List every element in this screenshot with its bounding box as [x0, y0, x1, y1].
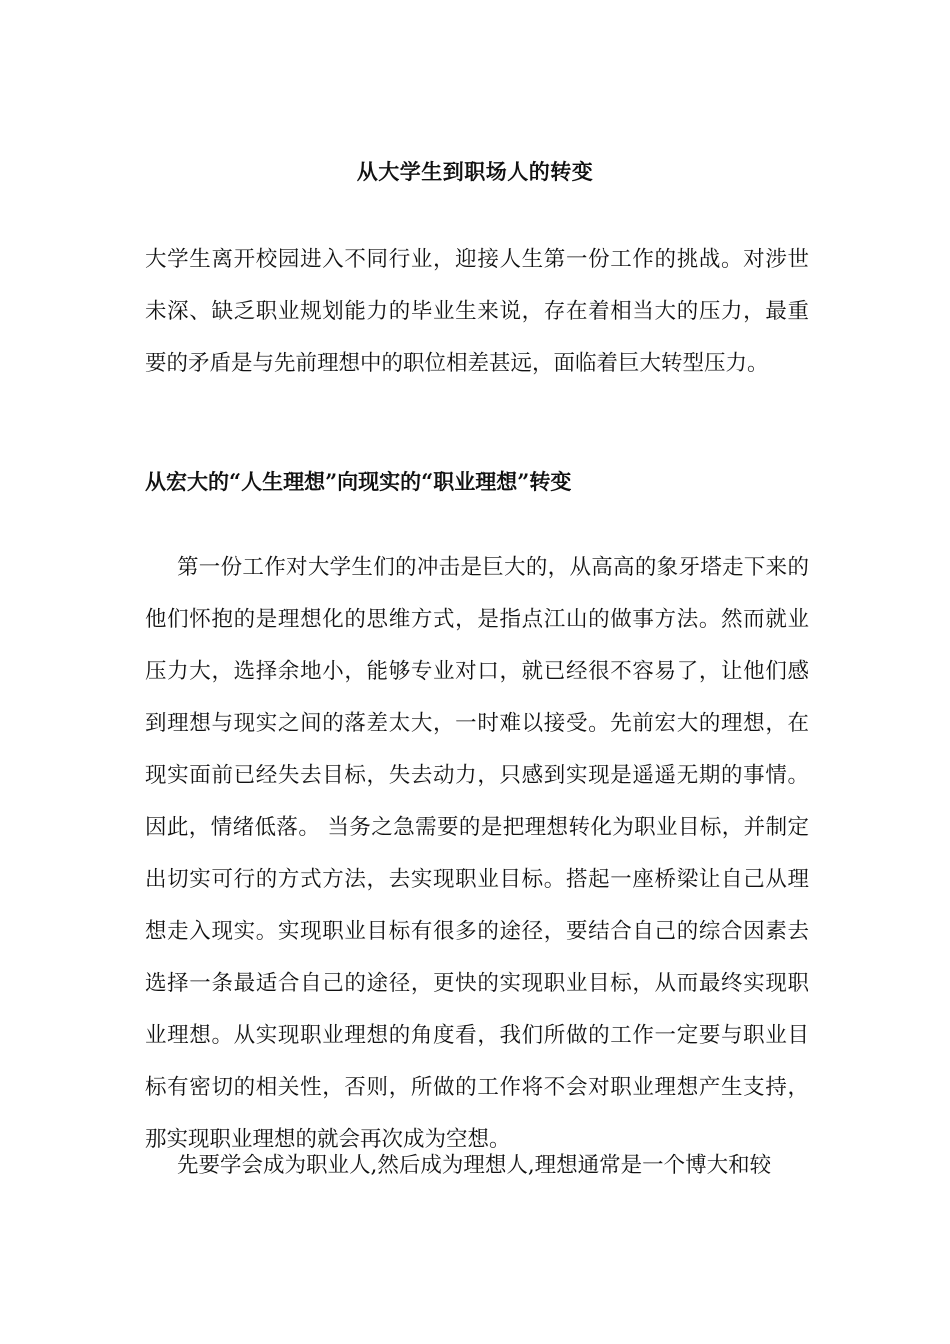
page-title: 从大学生到职场人的转变 — [356, 159, 594, 184]
section-heading: 从宏大的“人生理想”向现实的“职业理想”转变 — [145, 469, 572, 494]
body-paragraph-continued: 先要学会成为职业人,然后成为理想人,理想通常是一个博大和较 — [177, 1153, 772, 1178]
intro-paragraph: 大学生离开校园进入不同行业，迎接人生第一份工作的挑战。对涉世未深、缺乏职业规划能力的毕业生来说，存在着相当大的压力，最重要的矛盾是与先前理想中的职位相差甚远，面临着巨大转型压力。 — [145, 247, 809, 376]
body-paragraph: 第一份工作对大学生们的冲击是巨大的，从高高的象牙塔走下来的他们怀抱的是理想化的思维方式，是指点江山的做事方法。然而就业压力大，选择余地小，能够专业对口，就已经很不容易了，让他们感到理想与现实之间的落差太大，一时难以接受。先前宏大的理想，在现实面前已经失去目标，失去动力，只感到实现是遥遥无期的事情。因此，情绪低落。 当务之急需要的是把理想转化为职业目标，并制定出切实可行的方式方法，去实现职业目标。搭起一座桥梁让自己从理想走入现实。实现职业目标有很多的途径，要结合自己的综合因素去选择一条最适合自己的途径，更快的实现职业目标，从而最终实现职业理想。从实现职业理想的角度看，我们所做的工作一定要与职业目标有密切的相关性，否则，所做的工作将不会对职业理想产生支持，那实现职业理想的就会再次成为空想。 — [145, 555, 809, 1152]
